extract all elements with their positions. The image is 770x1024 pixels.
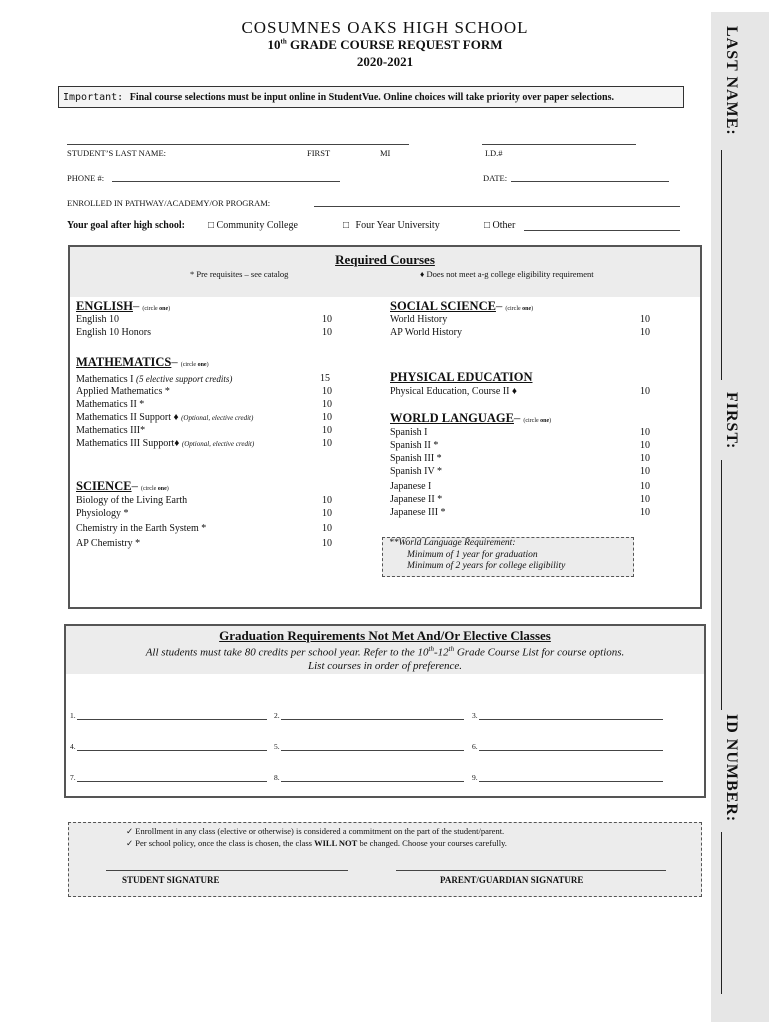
credit-math-3-support: 10: [322, 438, 332, 449]
enrolled-label: ENROLLED IN PATHWAY/ACADEMY/OR PROGRAM:: [67, 198, 271, 208]
elective-number-5: 5.: [274, 742, 280, 751]
elective-line-5[interactable]: [281, 750, 464, 751]
commitment-note: [126, 826, 504, 837]
phone-label: PHONE #:: [67, 173, 105, 183]
course-japanese-2[interactable]: Japanese II *: [390, 494, 443, 505]
required-courses-title: Required Courses: [335, 252, 435, 267]
course-math-1[interactable]: Mathematics I (5 elective support credits): [76, 374, 233, 385]
policy-note: ✓ Per school policy, once the class is chosen, the class WILL NOT be changed. Choose your courses carefully.: [126, 838, 507, 848]
credit-applied-math: 10: [322, 386, 332, 397]
course-applied-math[interactable]: Applied Mathematics *: [76, 386, 170, 397]
credit-world-history: 10: [640, 314, 650, 325]
check-icon: ✓: [126, 838, 134, 848]
course-math-3-support[interactable]: Mathematics III Support♦ (Optional, elective credit): [76, 438, 255, 449]
first-label: FIRST: [307, 148, 331, 158]
side-last-name-line[interactable]: [721, 150, 722, 380]
course-physiology[interactable]: Physiology *: [76, 508, 129, 519]
graduation-instructions: All students must take 80 credits per school year. Refer to the 10th-12th Grade Course List for course options.: [145, 645, 625, 659]
world-language-heading: WORLD LANGUAGE– (circle one): [390, 411, 552, 425]
school-name: COSUMNES OAKS HIGH SCHOOL: [241, 18, 529, 37]
science-heading: SCIENCE– (circle one): [76, 479, 169, 493]
social-science-heading: SOCIAL SCIENCE– (circle one): [390, 299, 534, 313]
elective-line-1[interactable]: [77, 719, 267, 720]
elective-number-7: 7.: [70, 773, 76, 782]
enrolled-line[interactable]: [314, 206, 680, 207]
id-label: I.D.#: [485, 148, 503, 158]
prereq-legend: * Pre requisites – see catalog: [190, 269, 289, 279]
course-ap-world-history[interactable]: AP World History: [390, 327, 462, 338]
elective-number-6: 6.: [472, 742, 478, 751]
phone-line[interactable]: [112, 181, 340, 182]
elective-line-8[interactable]: [281, 781, 464, 782]
elective-line-2[interactable]: [281, 719, 464, 720]
course-japanese-3[interactable]: Japanese III *: [390, 507, 446, 518]
side-first-line[interactable]: [721, 460, 722, 710]
credit-spanish-1: 10: [640, 427, 650, 438]
course-english-10[interactable]: English 10: [76, 314, 120, 325]
elective-number-8: 8.: [274, 773, 280, 782]
commitment-text: Enrollment in any class (elective or otherwise) is considered a commitment on the part of the student/parent.: [135, 826, 505, 836]
graduation-title: Graduation Requirements Not Met And/Or Elective Classes: [219, 628, 551, 643]
elective-line-4[interactable]: [77, 750, 267, 751]
side-band: [711, 12, 769, 1022]
course-chemistry[interactable]: Chemistry in the Earth System *: [76, 523, 207, 534]
course-spanish-3[interactable]: Spanish III *: [390, 453, 442, 464]
credit-ap-world-history: 10: [640, 327, 650, 338]
elective-line-6[interactable]: [479, 750, 663, 751]
credit-ap-chemistry: 10: [322, 538, 332, 549]
credit-math-1: 15: [320, 373, 330, 384]
date-line[interactable]: [511, 181, 669, 182]
parent-signature-label: PARENT/GUARDIAN SIGNATURE: [440, 875, 584, 885]
important-notice: [58, 86, 684, 108]
student-signature-label: STUDENT SIGNATURE: [122, 875, 220, 885]
important-label: Important:: [63, 92, 124, 103]
english-heading: ENGLISH– (circle one): [76, 299, 171, 313]
goal-label: Your goal after high school:: [67, 220, 185, 231]
course-spanish-2[interactable]: Spanish II *: [390, 440, 439, 451]
course-japanese-1[interactable]: Japanese I: [390, 481, 432, 492]
check-icon: ✓: [126, 826, 134, 836]
course-spanish-1[interactable]: Spanish I: [390, 427, 428, 438]
credit-english-10-honors: 10: [322, 327, 332, 338]
last-name-label: STUDENT’S LAST NAME:: [67, 148, 167, 158]
course-biology[interactable]: Biology of the Living Earth: [76, 495, 188, 506]
language-note-line: Minimum of 1 year for graduation: [407, 549, 538, 560]
language-note-line: **World Language Requirement:: [389, 538, 516, 548]
course-pe-2[interactable]: Physical Education, Course II ♦: [390, 386, 518, 397]
course-world-history[interactable]: World History: [390, 314, 448, 325]
credit-biology: 10: [322, 495, 332, 506]
elective-number-9: 9.: [472, 773, 478, 782]
math-heading: MATHEMATICS– (circle one): [76, 355, 209, 369]
other-line[interactable]: [524, 230, 680, 231]
pe-heading: PHYSICAL EDUCATION: [390, 370, 533, 384]
elective-number-2: 2.: [274, 711, 280, 720]
credit-pe-2: 10: [640, 386, 650, 397]
credit-spanish-3: 10: [640, 453, 650, 464]
credit-japanese-3: 10: [640, 507, 650, 518]
side-label-first: FIRST:: [723, 392, 740, 450]
language-note-line: Minimum of 2 years for college eligibility: [407, 561, 566, 571]
elective-number-1: 1.: [70, 711, 76, 720]
mi-label: MI: [380, 148, 391, 158]
elective-number-3: 3.: [472, 711, 478, 720]
last-first-mi-line[interactable]: [67, 144, 409, 145]
language-requirement-note: [382, 537, 634, 577]
goal-option-community[interactable]: □ Community College: [208, 220, 298, 231]
course-ap-chemistry[interactable]: AP Chemistry *: [76, 538, 141, 549]
credit-physiology: 10: [322, 508, 332, 519]
goal-option-label: Other: [492, 220, 516, 231]
course-math-2[interactable]: Mathematics II *: [76, 399, 145, 410]
side-label-id-number: ID NUMBER:: [723, 714, 740, 823]
parent-signature-line[interactable]: [396, 870, 666, 871]
side-label-last-name: LAST NAME:: [723, 26, 740, 136]
course-english-10-honors[interactable]: English 10 Honors: [76, 327, 151, 338]
date-label: DATE:: [483, 173, 508, 183]
credit-math-2-support: 10: [322, 412, 332, 423]
course-math-3[interactable]: Mathematics III*: [76, 425, 146, 436]
school-year: 2020-2021: [356, 54, 414, 69]
elective-line-9[interactable]: [479, 781, 663, 782]
goal-option-label: Community College: [216, 220, 298, 231]
form-title: 10th GRADE COURSE REQUEST FORM: [267, 37, 503, 52]
credit-spanish-4: 10: [640, 466, 650, 477]
student-signature-line[interactable]: [106, 870, 348, 871]
goal-option-label: Four Year University: [355, 220, 440, 231]
goal-option-other[interactable]: □ Other: [484, 220, 516, 231]
id-line[interactable]: [482, 144, 636, 145]
credit-japanese-1: 10: [640, 481, 650, 492]
ag-legend: ♦ Does not meet a-g college eligibility requirement: [420, 269, 594, 279]
elective-line-7[interactable]: [77, 781, 267, 782]
credit-math-3: 10: [322, 425, 332, 436]
credit-english-10: 10: [322, 314, 332, 325]
elective-number-4: 4.: [70, 742, 76, 751]
elective-line-3[interactable]: [479, 719, 663, 720]
course-spanish-4[interactable]: Spanish IV *: [390, 466, 443, 477]
side-id-line[interactable]: [721, 832, 722, 994]
ag-legend-text: Does not meet a-g college eligibility requirement: [426, 269, 594, 279]
credit-math-2: 10: [322, 399, 332, 410]
important-text: Final course selections must be input online in StudentVue. Online choices will take priority over paper selections.: [129, 92, 614, 103]
course-math-2-support[interactable]: Mathematics II Support ♦ (Optional, elective credit): [76, 412, 254, 423]
credit-chemistry: 10: [322, 523, 332, 534]
graduation-preference: List courses in order of preference.: [308, 660, 462, 672]
credit-spanish-2: 10: [640, 440, 650, 451]
credit-japanese-2: 10: [640, 494, 650, 505]
goal-option-university[interactable]: □ Four Year University: [343, 220, 440, 231]
